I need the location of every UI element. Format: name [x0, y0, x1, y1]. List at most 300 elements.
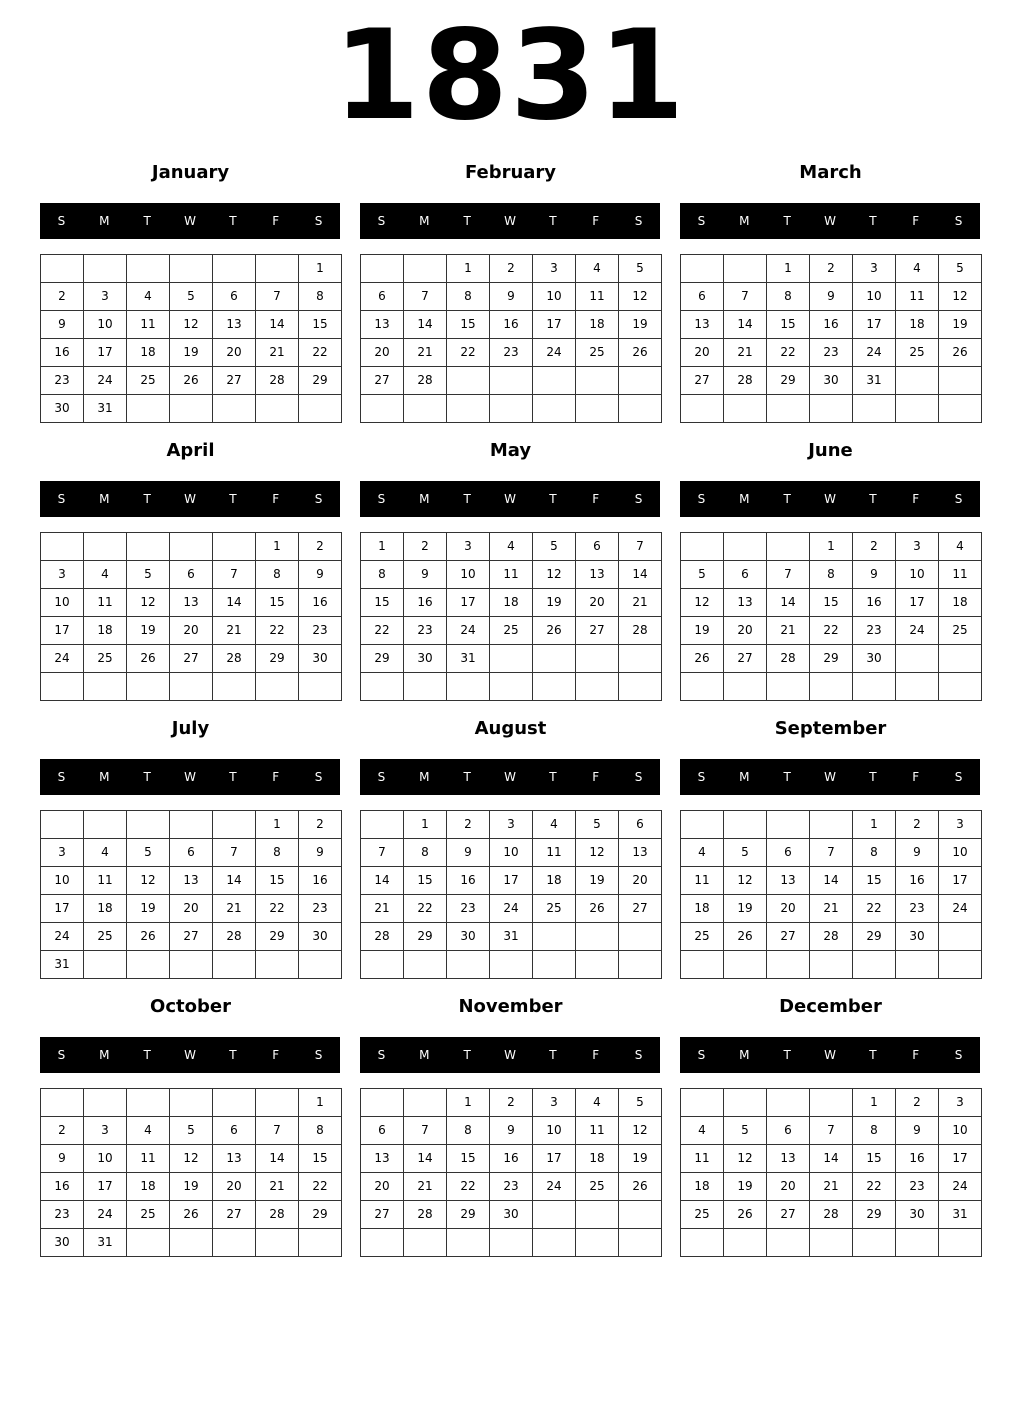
day-cell: 3: [533, 1089, 576, 1117]
empty-day-cell: [681, 673, 724, 701]
weekday-label: T: [783, 770, 791, 784]
day-cell: 26: [127, 645, 170, 673]
day-cell: 3: [896, 533, 939, 561]
day-cell: 15: [361, 589, 404, 617]
day-cell: 23: [299, 895, 342, 923]
day-cell: 12: [127, 867, 170, 895]
empty-day-cell: [361, 811, 404, 839]
day-cell: 26: [127, 923, 170, 951]
empty-day-cell: [84, 811, 127, 839]
day-cell: 17: [533, 311, 576, 339]
day-cell: 10: [939, 1117, 982, 1145]
weekday-label: W: [504, 492, 516, 506]
day-cell: 30: [447, 923, 490, 951]
day-cell: 10: [490, 839, 533, 867]
empty-day-cell: [896, 645, 939, 673]
weekday-label: S: [634, 1048, 643, 1062]
empty-day-cell: [127, 1229, 170, 1257]
weekday-label: T: [869, 492, 877, 506]
empty-day-cell: [447, 395, 490, 423]
weekday-label: T: [463, 492, 471, 506]
day-cell: 22: [404, 895, 447, 923]
day-cell: 31: [84, 395, 127, 423]
empty-day-cell: [533, 1201, 576, 1229]
day-cell: 8: [447, 1117, 490, 1145]
day-cell: 17: [447, 589, 490, 617]
day-cell: 12: [170, 1145, 213, 1173]
day-cell: 2: [41, 1117, 84, 1145]
empty-day-cell: [127, 811, 170, 839]
day-cell: 21: [213, 895, 256, 923]
weekday-label: T: [143, 214, 151, 228]
empty-day-cell: [170, 1089, 213, 1117]
empty-day-cell: [361, 951, 404, 979]
empty-day-cell: [939, 951, 982, 979]
empty-day-cell: [576, 395, 619, 423]
empty-day-cell: [41, 1089, 84, 1117]
month-name: August: [474, 718, 547, 739]
empty-day-cell: [896, 1229, 939, 1257]
day-cell: 21: [213, 617, 256, 645]
empty-day-cell: [681, 395, 724, 423]
empty-day-cell: [896, 367, 939, 395]
weekday-label: F: [592, 1048, 600, 1062]
day-cell: 7: [767, 561, 810, 589]
day-cell: 21: [767, 617, 810, 645]
empty-day-cell: [41, 533, 84, 561]
empty-day-cell: [256, 395, 299, 423]
empty-day-cell: [810, 395, 853, 423]
empty-day-cell: [404, 395, 447, 423]
day-cell: 2: [447, 811, 490, 839]
day-cell: 14: [256, 311, 299, 339]
empty-day-cell: [127, 255, 170, 283]
day-cell: 29: [404, 923, 447, 951]
empty-day-cell: [490, 1229, 533, 1257]
day-cell: 27: [170, 923, 213, 951]
day-cell: 25: [127, 1201, 170, 1229]
day-cell: 10: [84, 311, 127, 339]
weekday-label: M: [419, 214, 430, 228]
day-cell: 26: [681, 645, 724, 673]
day-cell: 3: [853, 255, 896, 283]
day-cell: 5: [533, 533, 576, 561]
weekday-label: S: [697, 214, 706, 228]
day-cell: 5: [724, 839, 767, 867]
day-cell: 3: [84, 1117, 127, 1145]
day-cell: 3: [533, 255, 576, 283]
weekday-label: S: [954, 492, 963, 506]
day-cell: 23: [447, 895, 490, 923]
day-cell: 29: [810, 645, 853, 673]
weekday-label: W: [824, 492, 836, 506]
weekday-label: T: [463, 214, 471, 228]
day-cell: 30: [404, 645, 447, 673]
month-name: February: [464, 162, 557, 183]
day-cell: 16: [447, 867, 490, 895]
day-cell: 3: [84, 283, 127, 311]
day-cell: 11: [896, 283, 939, 311]
day-cell: 16: [896, 867, 939, 895]
day-cell: 30: [41, 1229, 84, 1257]
weekday-header: [40, 1037, 340, 1073]
day-cell: 19: [127, 617, 170, 645]
empty-day-cell: [127, 533, 170, 561]
day-cell: 23: [490, 339, 533, 367]
day-cell: 26: [619, 1173, 662, 1201]
day-cell: 29: [256, 645, 299, 673]
weekday-label: T: [549, 770, 557, 784]
day-cell: 26: [939, 339, 982, 367]
day-cell: 16: [896, 1145, 939, 1173]
day-cell: 19: [619, 1145, 662, 1173]
day-cell: 12: [170, 311, 213, 339]
day-cell: 20: [576, 589, 619, 617]
days-grid: [680, 1088, 982, 1257]
empty-day-cell: [170, 951, 213, 979]
day-cell: 20: [724, 617, 767, 645]
day-cell: 2: [41, 283, 84, 311]
day-cell: 3: [490, 811, 533, 839]
day-cell: 25: [533, 895, 576, 923]
day-cell: 26: [533, 617, 576, 645]
day-cell: 21: [404, 1173, 447, 1201]
empty-day-cell: [896, 395, 939, 423]
empty-day-cell: [361, 255, 404, 283]
empty-day-cell: [576, 923, 619, 951]
day-cell: 15: [256, 867, 299, 895]
day-cell: 10: [853, 283, 896, 311]
empty-day-cell: [853, 395, 896, 423]
empty-day-cell: [681, 1229, 724, 1257]
day-cell: 21: [256, 1173, 299, 1201]
empty-day-cell: [256, 951, 299, 979]
day-cell: 21: [361, 895, 404, 923]
weekday-header: [680, 481, 980, 517]
day-cell: 12: [619, 283, 662, 311]
empty-day-cell: [490, 673, 533, 701]
day-cell: 18: [576, 311, 619, 339]
day-cell: 4: [84, 839, 127, 867]
day-cell: 1: [447, 1089, 490, 1117]
day-cell: 13: [681, 311, 724, 339]
day-cell: 15: [853, 1145, 896, 1173]
weekday-label: T: [869, 1048, 877, 1062]
day-cell: 9: [41, 311, 84, 339]
day-cell: 16: [41, 1173, 84, 1201]
weekday-label: M: [419, 492, 430, 506]
day-cell: 25: [681, 923, 724, 951]
empty-day-cell: [533, 923, 576, 951]
empty-day-cell: [533, 367, 576, 395]
day-cell: 23: [41, 1201, 84, 1229]
day-cell: 19: [576, 867, 619, 895]
weekday-label: M: [99, 1048, 110, 1062]
day-cell: 11: [939, 561, 982, 589]
empty-day-cell: [724, 255, 767, 283]
day-cell: 1: [447, 255, 490, 283]
day-cell: 29: [361, 645, 404, 673]
weekday-label: S: [697, 770, 706, 784]
weekday-label: F: [912, 770, 920, 784]
day-cell: 23: [896, 895, 939, 923]
empty-day-cell: [810, 1089, 853, 1117]
day-cell: 29: [767, 367, 810, 395]
empty-day-cell: [213, 255, 256, 283]
weekday-label: W: [504, 214, 516, 228]
day-cell: 27: [361, 367, 404, 395]
day-cell: 1: [853, 1089, 896, 1117]
day-cell: 14: [256, 1145, 299, 1173]
day-cell: 27: [213, 1201, 256, 1229]
day-cell: 17: [853, 311, 896, 339]
empty-day-cell: [127, 395, 170, 423]
empty-day-cell: [767, 1229, 810, 1257]
day-cell: 1: [299, 255, 342, 283]
day-cell: 10: [533, 1117, 576, 1145]
weekday-label: T: [549, 1048, 557, 1062]
day-cell: 22: [853, 895, 896, 923]
day-cell: 13: [767, 1145, 810, 1173]
day-cell: 15: [767, 311, 810, 339]
weekday-label: S: [314, 214, 323, 228]
empty-day-cell: [361, 673, 404, 701]
month-name: December: [779, 996, 882, 1017]
empty-day-cell: [810, 811, 853, 839]
month-name: April: [166, 440, 215, 461]
day-cell: 17: [41, 617, 84, 645]
day-cell: 26: [724, 1201, 767, 1229]
day-cell: 19: [533, 589, 576, 617]
day-cell: 19: [724, 1173, 767, 1201]
day-cell: 24: [41, 645, 84, 673]
empty-day-cell: [724, 533, 767, 561]
weekday-label: T: [463, 1048, 471, 1062]
empty-day-cell: [767, 395, 810, 423]
day-cell: 30: [810, 367, 853, 395]
day-cell: 20: [213, 339, 256, 367]
day-cell: 17: [896, 589, 939, 617]
empty-day-cell: [170, 255, 213, 283]
day-cell: 24: [896, 617, 939, 645]
day-cell: 29: [853, 1201, 896, 1229]
empty-day-cell: [213, 533, 256, 561]
empty-day-cell: [127, 673, 170, 701]
day-cell: 16: [41, 339, 84, 367]
day-cell: 8: [447, 283, 490, 311]
day-cell: 18: [84, 617, 127, 645]
empty-day-cell: [939, 645, 982, 673]
day-cell: 4: [939, 533, 982, 561]
day-cell: 6: [213, 283, 256, 311]
empty-day-cell: [724, 395, 767, 423]
month-name: October: [150, 996, 231, 1017]
empty-day-cell: [213, 673, 256, 701]
empty-day-cell: [299, 1229, 342, 1257]
day-cell: 8: [299, 283, 342, 311]
day-cell: 27: [767, 923, 810, 951]
empty-day-cell: [256, 255, 299, 283]
day-cell: 23: [896, 1173, 939, 1201]
day-cell: 22: [767, 339, 810, 367]
day-cell: 24: [447, 617, 490, 645]
days-grid: [40, 532, 342, 701]
day-cell: 25: [490, 617, 533, 645]
day-cell: 24: [853, 339, 896, 367]
day-cell: 22: [256, 895, 299, 923]
weekday-label: F: [592, 770, 600, 784]
weekday-header: [40, 481, 340, 517]
day-cell: 1: [256, 533, 299, 561]
day-cell: 6: [576, 533, 619, 561]
day-cell: 8: [767, 283, 810, 311]
empty-day-cell: [170, 673, 213, 701]
day-cell: 29: [299, 367, 342, 395]
day-cell: 3: [41, 561, 84, 589]
weekday-label: M: [419, 1048, 430, 1062]
day-cell: 30: [299, 923, 342, 951]
day-cell: 17: [84, 1173, 127, 1201]
empty-day-cell: [939, 673, 982, 701]
day-cell: 10: [41, 589, 84, 617]
day-cell: 7: [404, 283, 447, 311]
empty-day-cell: [84, 951, 127, 979]
day-cell: 13: [170, 589, 213, 617]
weekday-label: W: [184, 770, 196, 784]
day-cell: 31: [84, 1229, 127, 1257]
day-cell: 17: [41, 895, 84, 923]
day-cell: 12: [576, 839, 619, 867]
empty-day-cell: [939, 367, 982, 395]
day-cell: 12: [939, 283, 982, 311]
days-grid: [360, 810, 662, 979]
day-cell: 23: [853, 617, 896, 645]
weekday-label: T: [783, 1048, 791, 1062]
day-cell: 4: [533, 811, 576, 839]
empty-day-cell: [404, 951, 447, 979]
day-cell: 10: [939, 839, 982, 867]
day-cell: 24: [533, 339, 576, 367]
weekday-header: [360, 481, 660, 517]
month-name: September: [774, 718, 887, 739]
day-cell: 3: [41, 839, 84, 867]
empty-day-cell: [127, 1089, 170, 1117]
empty-day-cell: [576, 645, 619, 673]
weekday-label: F: [272, 770, 280, 784]
empty-day-cell: [853, 1229, 896, 1257]
weekday-label: T: [229, 214, 237, 228]
day-cell: 1: [767, 255, 810, 283]
weekday-label: F: [912, 214, 920, 228]
weekday-header: [680, 1037, 980, 1073]
day-cell: 6: [170, 839, 213, 867]
day-cell: 31: [447, 645, 490, 673]
day-cell: 17: [939, 867, 982, 895]
day-cell: 26: [170, 1201, 213, 1229]
day-cell: 25: [84, 645, 127, 673]
month-name: November: [458, 996, 563, 1017]
day-cell: 27: [724, 645, 767, 673]
weekday-label: S: [377, 492, 386, 506]
day-cell: 29: [299, 1201, 342, 1229]
empty-day-cell: [404, 1229, 447, 1257]
empty-day-cell: [619, 951, 662, 979]
day-cell: 2: [490, 1089, 533, 1117]
empty-day-cell: [361, 395, 404, 423]
days-grid: [360, 254, 662, 423]
month-name: May: [489, 440, 532, 461]
empty-day-cell: [619, 645, 662, 673]
day-cell: 12: [127, 589, 170, 617]
day-cell: 9: [490, 283, 533, 311]
day-cell: 22: [447, 1173, 490, 1201]
day-cell: 18: [127, 1173, 170, 1201]
day-cell: 20: [170, 617, 213, 645]
day-cell: 13: [361, 311, 404, 339]
day-cell: 25: [576, 339, 619, 367]
day-cell: 21: [724, 339, 767, 367]
day-cell: 27: [681, 367, 724, 395]
day-cell: 17: [84, 339, 127, 367]
day-cell: 6: [767, 1117, 810, 1145]
day-cell: 9: [299, 839, 342, 867]
weekday-label: S: [634, 492, 643, 506]
day-cell: 19: [127, 895, 170, 923]
day-cell: 6: [213, 1117, 256, 1145]
day-cell: 5: [170, 283, 213, 311]
days-grid: [40, 810, 342, 979]
empty-day-cell: [533, 1229, 576, 1257]
day-cell: 1: [361, 533, 404, 561]
empty-day-cell: [724, 951, 767, 979]
day-cell: 28: [404, 1201, 447, 1229]
day-cell: 4: [681, 839, 724, 867]
day-cell: 24: [84, 1201, 127, 1229]
day-cell: 1: [810, 533, 853, 561]
weekday-header: [40, 759, 340, 795]
weekday-label: T: [869, 770, 877, 784]
day-cell: 7: [810, 839, 853, 867]
days-grid: [40, 1088, 342, 1257]
day-cell: 23: [490, 1173, 533, 1201]
day-cell: 27: [767, 1201, 810, 1229]
day-cell: 9: [490, 1117, 533, 1145]
day-cell: 16: [299, 589, 342, 617]
day-cell: 7: [213, 839, 256, 867]
empty-day-cell: [533, 395, 576, 423]
day-cell: 1: [404, 811, 447, 839]
empty-day-cell: [404, 255, 447, 283]
day-cell: 3: [939, 1089, 982, 1117]
day-cell: 2: [299, 811, 342, 839]
day-cell: 15: [404, 867, 447, 895]
day-cell: 25: [681, 1201, 724, 1229]
day-cell: 7: [404, 1117, 447, 1145]
weekday-label: F: [272, 214, 280, 228]
day-cell: 5: [724, 1117, 767, 1145]
day-cell: 21: [404, 339, 447, 367]
day-cell: 5: [127, 839, 170, 867]
day-cell: 11: [84, 867, 127, 895]
day-cell: 20: [619, 867, 662, 895]
day-cell: 6: [767, 839, 810, 867]
day-cell: 31: [490, 923, 533, 951]
day-cell: 4: [576, 1089, 619, 1117]
days-grid: [360, 1088, 662, 1257]
weekday-label: S: [57, 492, 66, 506]
day-cell: 9: [810, 283, 853, 311]
empty-day-cell: [939, 1229, 982, 1257]
